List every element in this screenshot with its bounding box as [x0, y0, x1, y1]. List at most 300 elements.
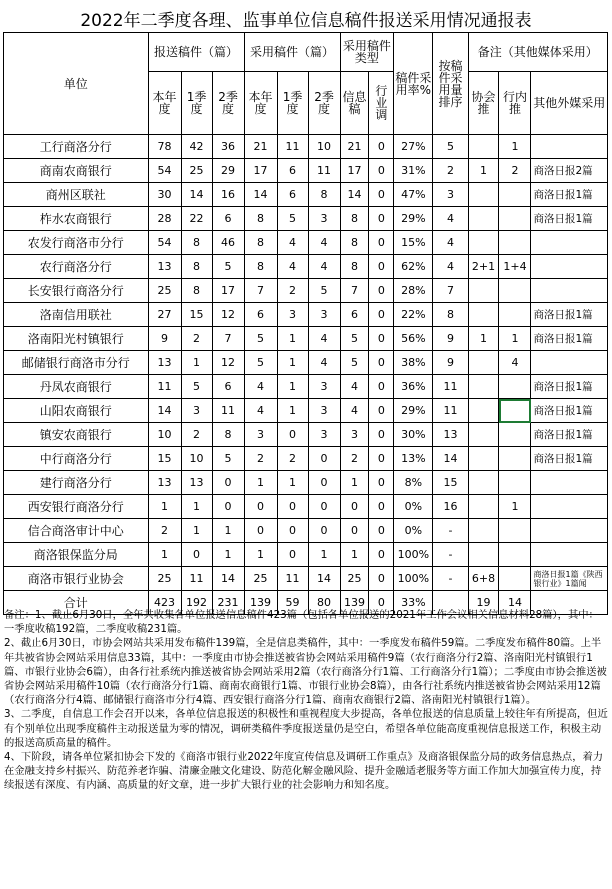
- cell-type-industry: 0: [369, 375, 394, 399]
- cell-submitted-q1: 1: [181, 495, 212, 519]
- report-table: [3, 32, 608, 615]
- cell-submitted-q2: 0: [212, 471, 244, 495]
- table-row: [4, 159, 608, 183]
- cell-adopted-q2: 0: [308, 495, 340, 519]
- cell-type-industry: 0: [369, 183, 394, 207]
- cell-type-info: 4: [340, 375, 369, 399]
- cell-inner: [499, 279, 531, 303]
- cell-inner: 1: [499, 495, 531, 519]
- cell-other: 商洛日报1篇: [531, 183, 608, 207]
- table-row: [4, 447, 608, 471]
- cell-inner: [499, 471, 531, 495]
- cell-adopted-q2: 0: [308, 471, 340, 495]
- cell-adopted-year: 5: [244, 327, 277, 351]
- cell-unit: 洛南信用联社: [4, 303, 149, 327]
- cell-submitted-q2: 1: [212, 543, 244, 567]
- cell-rank: 4: [433, 231, 468, 255]
- cell-unit: 中行商洛分行: [4, 447, 149, 471]
- cell-rate: 0%: [394, 519, 433, 543]
- cell-other: [531, 543, 608, 567]
- cell-rank: 11: [433, 399, 468, 423]
- cell-type-industry: 0: [369, 255, 394, 279]
- cell-type-industry: 0: [369, 327, 394, 351]
- cell-other: [531, 279, 608, 303]
- table-row: [4, 543, 608, 567]
- cell-submitted-q1: 192: [181, 591, 212, 615]
- cell-adopted-q2: 3: [308, 399, 340, 423]
- cell-submitted-q2: 16: [212, 183, 244, 207]
- cell-rank: -: [433, 567, 468, 591]
- cell-adopted-q2: 3: [308, 303, 340, 327]
- table-row: [4, 375, 608, 399]
- cell-submitted-year: 11: [148, 375, 181, 399]
- cell-other: 商洛日报1篇: [531, 327, 608, 351]
- cell-rank: 4: [433, 255, 468, 279]
- cell-other: 商洛日报1篇: [531, 423, 608, 447]
- cell-submitted-q2: 17: [212, 279, 244, 303]
- cell-other: 商洛日报1篇: [531, 303, 608, 327]
- cell-submitted-q2: 0: [212, 495, 244, 519]
- table-body: [4, 135, 608, 615]
- cell-inner: 1: [499, 327, 531, 351]
- cell-adopted-year: 14: [244, 183, 277, 207]
- col-remark-inner: 行内推: [499, 72, 531, 135]
- table-row: [4, 303, 608, 327]
- cell-rate: 8%: [394, 471, 433, 495]
- cell-submitted-q2: 1: [212, 519, 244, 543]
- col-type-industry: 行业调: [369, 72, 394, 135]
- cell-other: [531, 255, 608, 279]
- cell-assoc: [468, 135, 499, 159]
- cell-unit: 柞水农商银行: [4, 207, 149, 231]
- cell-type-info: 7: [340, 279, 369, 303]
- cell-other: [531, 351, 608, 375]
- cell-assoc: [468, 207, 499, 231]
- cell-assoc: 1: [468, 327, 499, 351]
- cell-submitted-q2: 231: [212, 591, 244, 615]
- cell-assoc: [468, 495, 499, 519]
- cell-type-info: 1: [340, 543, 369, 567]
- cell-assoc: [468, 543, 499, 567]
- cell-adopted-q1: 1: [277, 351, 308, 375]
- cell-type-industry: 0: [369, 567, 394, 591]
- cell-type-info: 8: [340, 231, 369, 255]
- cell-type-info: 17: [340, 159, 369, 183]
- cell-submitted-q2: 12: [212, 351, 244, 375]
- note-paragraph-3: 3、二季度，自信息工作会召开以来，各单位信息报送的积极性和重视程度大步提高，各单位报送的信息质量上较往年有所提高，但近有个别单位出现季度稿件主动报送量为零的情况，调研类稿件季度报送量仍是空白，希望各单位能高度重视信息报送工作，积极主动的报送高质高量的稿件。: [4, 708, 608, 749]
- cell-inner: [499, 183, 531, 207]
- cell-rank: 16: [433, 495, 468, 519]
- cell-type-industry: 0: [369, 207, 394, 231]
- cell-rate: 38%: [394, 351, 433, 375]
- cell-adopted-q1: 5: [277, 207, 308, 231]
- cell-rank: -: [433, 543, 468, 567]
- cell-submitted-year: 10: [148, 423, 181, 447]
- cell-unit: 长安银行商洛分行: [4, 279, 149, 303]
- cell-submitted-year: 15: [148, 447, 181, 471]
- cell-unit: 农行商洛分行: [4, 255, 149, 279]
- cell-rate: 36%: [394, 375, 433, 399]
- cell-submitted-q2: 36: [212, 135, 244, 159]
- cell-assoc: 1: [468, 159, 499, 183]
- cell-rate: 29%: [394, 399, 433, 423]
- cell-assoc: [468, 447, 499, 471]
- cell-submitted-q1: 8: [181, 231, 212, 255]
- cell-rate: 27%: [394, 135, 433, 159]
- cell-rate: 22%: [394, 303, 433, 327]
- cell-submitted-q2: 5: [212, 447, 244, 471]
- cell-assoc: 2+1: [468, 255, 499, 279]
- cell-adopted-q2: 3: [308, 423, 340, 447]
- cell-adopted-year: 1: [244, 543, 277, 567]
- cell-other: 商洛日报1篇: [531, 375, 608, 399]
- cell-rate: 0%: [394, 495, 433, 519]
- cell-type-industry: 0: [369, 279, 394, 303]
- cell-rank: 2: [433, 159, 468, 183]
- cell-type-info: 0: [340, 519, 369, 543]
- cell-adopted-year: 6: [244, 303, 277, 327]
- cell-adopted-year: 25: [244, 567, 277, 591]
- table-row: [4, 351, 608, 375]
- cell-adopted-year: 7: [244, 279, 277, 303]
- cell-rank: 13: [433, 423, 468, 447]
- cell-inner: [499, 543, 531, 567]
- cell-type-industry: 0: [369, 399, 394, 423]
- cell-other: 商洛日报1篇: [531, 399, 608, 423]
- cell-adopted-q1: 11: [277, 567, 308, 591]
- cell-inner: 2: [499, 159, 531, 183]
- cell-adopted-q1: 1: [277, 471, 308, 495]
- cell-other: 商洛日报1篇《陕西银行业》1篇闻: [531, 567, 608, 591]
- cell-other: [531, 495, 608, 519]
- cell-submitted-q2: 8: [212, 423, 244, 447]
- cell-assoc: [468, 303, 499, 327]
- cell-unit: 合计: [4, 591, 149, 615]
- cell-adopted-q2: 14: [308, 567, 340, 591]
- cell-type-industry: 0: [369, 495, 394, 519]
- cell-adopted-q2: 4: [308, 351, 340, 375]
- cell-submitted-q2: 5: [212, 255, 244, 279]
- cell-submitted-q2: 6: [212, 207, 244, 231]
- cell-adopted-q1: 4: [277, 231, 308, 255]
- cell-unit: 信合商洛审计中心: [4, 519, 149, 543]
- cell-unit: 工行商洛分行: [4, 135, 149, 159]
- cell-rank: 9: [433, 327, 468, 351]
- cell-type-info: 21: [340, 135, 369, 159]
- table-row: [4, 255, 608, 279]
- col-remarks-header: 备注（其他媒体采用）: [468, 33, 607, 72]
- cell-type-info: 8: [340, 255, 369, 279]
- cell-rank: -: [433, 519, 468, 543]
- cell-rank: 11: [433, 375, 468, 399]
- cell-submitted-q1: 13: [181, 471, 212, 495]
- cell-type-info: 6: [340, 303, 369, 327]
- cell-rate: 62%: [394, 255, 433, 279]
- cell-submitted-year: 28: [148, 207, 181, 231]
- table-row: [4, 495, 608, 519]
- cell-adopted-q1: 11: [277, 135, 308, 159]
- table-row: [4, 135, 608, 159]
- col-submitted-header: 报送稿件（篇）: [148, 33, 244, 72]
- cell-type-industry: 0: [369, 471, 394, 495]
- cell-unit: 商南农商银行: [4, 159, 149, 183]
- cell-adopted-q1: 1: [277, 399, 308, 423]
- cell-submitted-q2: 46: [212, 231, 244, 255]
- cell-other: [531, 471, 608, 495]
- cell-submitted-year: 13: [148, 351, 181, 375]
- col-adopted-q2: 2季度: [308, 72, 340, 135]
- cell-adopted-q1: 3: [277, 303, 308, 327]
- cell-adopted-q2: 8: [308, 183, 340, 207]
- col-rank-header: 按稿件采用量排序: [433, 33, 468, 135]
- cell-adopted-q2: 5: [308, 279, 340, 303]
- cell-adopted-q1: 59: [277, 591, 308, 615]
- cell-unit: 山阳农商银行: [4, 399, 149, 423]
- cell-inner: [499, 303, 531, 327]
- cell-submitted-year: 54: [148, 231, 181, 255]
- cell-assoc: [468, 375, 499, 399]
- cell-rank: 3: [433, 183, 468, 207]
- cell-adopted-year: 0: [244, 519, 277, 543]
- cell-inner: 1: [499, 135, 531, 159]
- cell-type-info: 2: [340, 447, 369, 471]
- cell-rate: 47%: [394, 183, 433, 207]
- cell-assoc: 6+8: [468, 567, 499, 591]
- cell-rank: 8: [433, 303, 468, 327]
- cell-adopted-q1: 1: [277, 375, 308, 399]
- cell-other: [531, 519, 608, 543]
- cell-unit: 邮储银行商洛市分行: [4, 351, 149, 375]
- cell-other: [531, 231, 608, 255]
- cell-adopted-q1: 4: [277, 255, 308, 279]
- cell-submitted-q1: 10: [181, 447, 212, 471]
- table-row: [4, 471, 608, 495]
- cell-submitted-q1: 1: [181, 519, 212, 543]
- cell-type-industry: 0: [369, 159, 394, 183]
- cell-rate: 13%: [394, 447, 433, 471]
- cell-adopted-q2: 3: [308, 207, 340, 231]
- cell-submitted-year: 13: [148, 255, 181, 279]
- cell-adopted-q1: 6: [277, 183, 308, 207]
- cell-unit: 建行商洛分行: [4, 471, 149, 495]
- cell-inner: 1+4: [499, 255, 531, 279]
- cell-rate: 56%: [394, 327, 433, 351]
- cell-type-info: 8: [340, 207, 369, 231]
- report-title: 2022年二季度各理、监事单位信息稿件报送采用情况通报表: [80, 11, 532, 31]
- col-submitted-year: 本年度: [148, 72, 181, 135]
- cell-adopted-q2: 3: [308, 375, 340, 399]
- cell-type-info: 5: [340, 351, 369, 375]
- cell-type-industry: 0: [369, 447, 394, 471]
- cell-submitted-year: 27: [148, 303, 181, 327]
- cell-submitted-q1: 8: [181, 255, 212, 279]
- cell-adopted-q2: 11: [308, 159, 340, 183]
- cell-adopted-year: 1: [244, 471, 277, 495]
- cell-other: 商洛日报1篇: [531, 207, 608, 231]
- cell-assoc: [468, 351, 499, 375]
- table-row: [4, 519, 608, 543]
- cell-adopted-year: 5: [244, 351, 277, 375]
- cell-rate: 100%: [394, 543, 433, 567]
- cell-submitted-q1: 14: [181, 183, 212, 207]
- cell-rank: 7: [433, 279, 468, 303]
- cell-other: 商洛日报1篇: [531, 447, 608, 471]
- cell-inner: 14: [499, 591, 531, 615]
- note-paragraph-1: 备注：1、截止6月30日，全年共收集各单位报送信息稿件423篇（包括各单位报送的2021年工作会议相关信息材料28篇），其中：一季度收稿192篇，二季度收稿231篇。: [4, 609, 599, 636]
- cell-adopted-q2: 4: [308, 255, 340, 279]
- cell-adopted-q2: 0: [308, 447, 340, 471]
- header-row-1: [4, 33, 608, 72]
- cell-inner: [499, 423, 531, 447]
- cell-unit: 商洛市银行业协会: [4, 567, 149, 591]
- cell-assoc: 19: [468, 591, 499, 615]
- cell-type-info: 3: [340, 423, 369, 447]
- col-unit-header: 单位: [4, 33, 149, 135]
- cell-adopted-year: 21: [244, 135, 277, 159]
- cell-adopted-year: 8: [244, 255, 277, 279]
- cell-rank: 14: [433, 447, 468, 471]
- cell-type-info: 0: [340, 495, 369, 519]
- cell-type-industry: 0: [369, 231, 394, 255]
- cell-submitted-year: 78: [148, 135, 181, 159]
- cell-inner: [499, 231, 531, 255]
- cell-submitted-q1: 3: [181, 399, 212, 423]
- col-submitted-q2: 2季度: [212, 72, 244, 135]
- cell-adopted-q2: 4: [308, 231, 340, 255]
- cell-submitted-q1: 1: [181, 351, 212, 375]
- cell-adopted-year: 8: [244, 207, 277, 231]
- cell-rank: 5: [433, 135, 468, 159]
- cell-submitted-q1: 0: [181, 543, 212, 567]
- cell-submitted-q1: 5: [181, 375, 212, 399]
- col-remark-assoc: 协会推: [468, 72, 499, 135]
- cell-adopted-year: 8: [244, 231, 277, 255]
- cell-inner: [499, 375, 531, 399]
- cell-inner: [499, 567, 531, 591]
- cell-adopted-year: 4: [244, 375, 277, 399]
- cell-type-info: 14: [340, 183, 369, 207]
- cell-submitted-q1: 22: [181, 207, 212, 231]
- cell-type-industry: 0: [369, 351, 394, 375]
- cell-submitted-year: 2: [148, 519, 181, 543]
- cell-submitted-year: 1: [148, 495, 181, 519]
- cell-submitted-q2: 29: [212, 159, 244, 183]
- table-row: [4, 327, 608, 351]
- cell-rate: 29%: [394, 207, 433, 231]
- cell-submitted-year: 25: [148, 279, 181, 303]
- cell-submitted-year: 14: [148, 399, 181, 423]
- cell-adopted-q2: 80: [308, 591, 340, 615]
- cell-rank: 15: [433, 471, 468, 495]
- cell-submitted-q2: 6: [212, 375, 244, 399]
- cell-rank: 9: [433, 351, 468, 375]
- note-paragraph-4: 4、下阶段，请各单位紧扣协会下发的《商洛市银行业2022年度宣传信息及调研工作重点》及商洛银保监分局的政务信息热点，着力在金融支持乡村振兴、防范养老诈骗、清廉金融文化建设、防范化解金融风险、提升金融适老服务等方面工作加大加强宣传力度，持续报送有深度、有内涵、高质量的好文章，进一步扩大银行业的社会影响力和知名度。: [4, 751, 604, 792]
- cell-submitted-q2: 7: [212, 327, 244, 351]
- cell-adopted-q1: 2: [277, 447, 308, 471]
- table-row: [4, 183, 608, 207]
- table-row: [4, 279, 608, 303]
- cell-assoc: [468, 183, 499, 207]
- cell-submitted-year: 30: [148, 183, 181, 207]
- col-adopted-q1: 1季度: [277, 72, 308, 135]
- col-type-info: 信息稿: [340, 72, 369, 135]
- cell-unit: 西安银行商洛分行: [4, 495, 149, 519]
- cell-submitted-q2: 14: [212, 567, 244, 591]
- cell-rate: 28%: [394, 279, 433, 303]
- cell-inner: [499, 399, 531, 423]
- cell-assoc: [468, 423, 499, 447]
- cell-type-info: 139: [340, 591, 369, 615]
- cell-rank: 4: [433, 207, 468, 231]
- cell-assoc: [468, 519, 499, 543]
- cell-adopted-q2: 4: [308, 327, 340, 351]
- cell-adopted-q2: 0: [308, 519, 340, 543]
- cell-submitted-q1: 2: [181, 423, 212, 447]
- cell-type-industry: 0: [369, 519, 394, 543]
- cell-type-industry: 0: [369, 591, 394, 615]
- cell-other: [531, 135, 608, 159]
- cell-type-industry: 0: [369, 423, 394, 447]
- cell-assoc: [468, 231, 499, 255]
- cell-unit: 商洛银保监分局: [4, 543, 149, 567]
- cell-inner: [499, 207, 531, 231]
- cell-type-info: 4: [340, 399, 369, 423]
- col-remark-other: 其他外媒采用: [531, 72, 608, 135]
- notes-section: [4, 608, 608, 793]
- cell-type-info: 25: [340, 567, 369, 591]
- cell-inner: [499, 519, 531, 543]
- cell-adopted-year: 3: [244, 423, 277, 447]
- col-adopted-type-header: 采用稿件类型: [340, 33, 394, 72]
- cell-adopted-q1: 6: [277, 159, 308, 183]
- cell-type-industry: 0: [369, 543, 394, 567]
- cell-unit: 丹凤农商银行: [4, 375, 149, 399]
- cell-assoc: [468, 279, 499, 303]
- cell-rate: 100%: [394, 567, 433, 591]
- cell-adopted-q2: 1: [308, 543, 340, 567]
- table-row: [4, 231, 608, 255]
- col-adopted-year: 本年度: [244, 72, 277, 135]
- table-row: [4, 207, 608, 231]
- cell-adopted-year: 2: [244, 447, 277, 471]
- cell-rate: 33%: [394, 591, 433, 615]
- cell-submitted-year: 423: [148, 591, 181, 615]
- note-paragraph-2: 2、截止6月30日，市协会网站共采用发布稿件139篇，全是信息类稿件，其中：一季度发布稿件59篇。二季度发布稿件80篇。上半年共被省协会网站采用信息33篇，其中：一季度由市协会推送被省协会网站采用稿件9篇（农行商洛分行2篇、洛南阳光村镇银行1篇、市银行业协会6篇），由各行社系统内推送被省协会网站采用2篇（农行商洛分行1篇、工行商洛分行1篇）；二季度由市协会推送被省协会网站采用稿件10篇（农行商洛分行1篇、商南农商银行1篇、市银行业协会8篇），由各行社系统内推送被省协会网站采用12篇（农行商洛分行4篇、邮储银行商洛市分行4篇、西安银行商洛分行1篇、商南农商银行2篇、洛南阳光村镇银行1篇）。: [4, 637, 607, 707]
- cell-adopted-year: 17: [244, 159, 277, 183]
- cell-submitted-q2: 11: [212, 399, 244, 423]
- cell-submitted-year: 54: [148, 159, 181, 183]
- cell-rate: 31%: [394, 159, 433, 183]
- cell-unit: 农发行商洛市分行: [4, 231, 149, 255]
- cell-adopted-year: 4: [244, 399, 277, 423]
- cell-submitted-q1: 2: [181, 327, 212, 351]
- table-row: [4, 399, 608, 423]
- cell-inner: [499, 447, 531, 471]
- cell-submitted-year: 25: [148, 567, 181, 591]
- cell-other: 商洛日报2篇: [531, 159, 608, 183]
- cell-adopted-q1: 2: [277, 279, 308, 303]
- cell-adopted-year: 0: [244, 495, 277, 519]
- cell-inner: 4: [499, 351, 531, 375]
- table-row: [4, 567, 608, 591]
- cell-adopted-year: 139: [244, 591, 277, 615]
- cell-adopted-q1: 0: [277, 423, 308, 447]
- cell-adopted-q1: 0: [277, 495, 308, 519]
- cell-type-info: 1: [340, 471, 369, 495]
- cell-submitted-q1: 15: [181, 303, 212, 327]
- cell-unit: 镇安农商银行: [4, 423, 149, 447]
- cell-type-industry: 0: [369, 303, 394, 327]
